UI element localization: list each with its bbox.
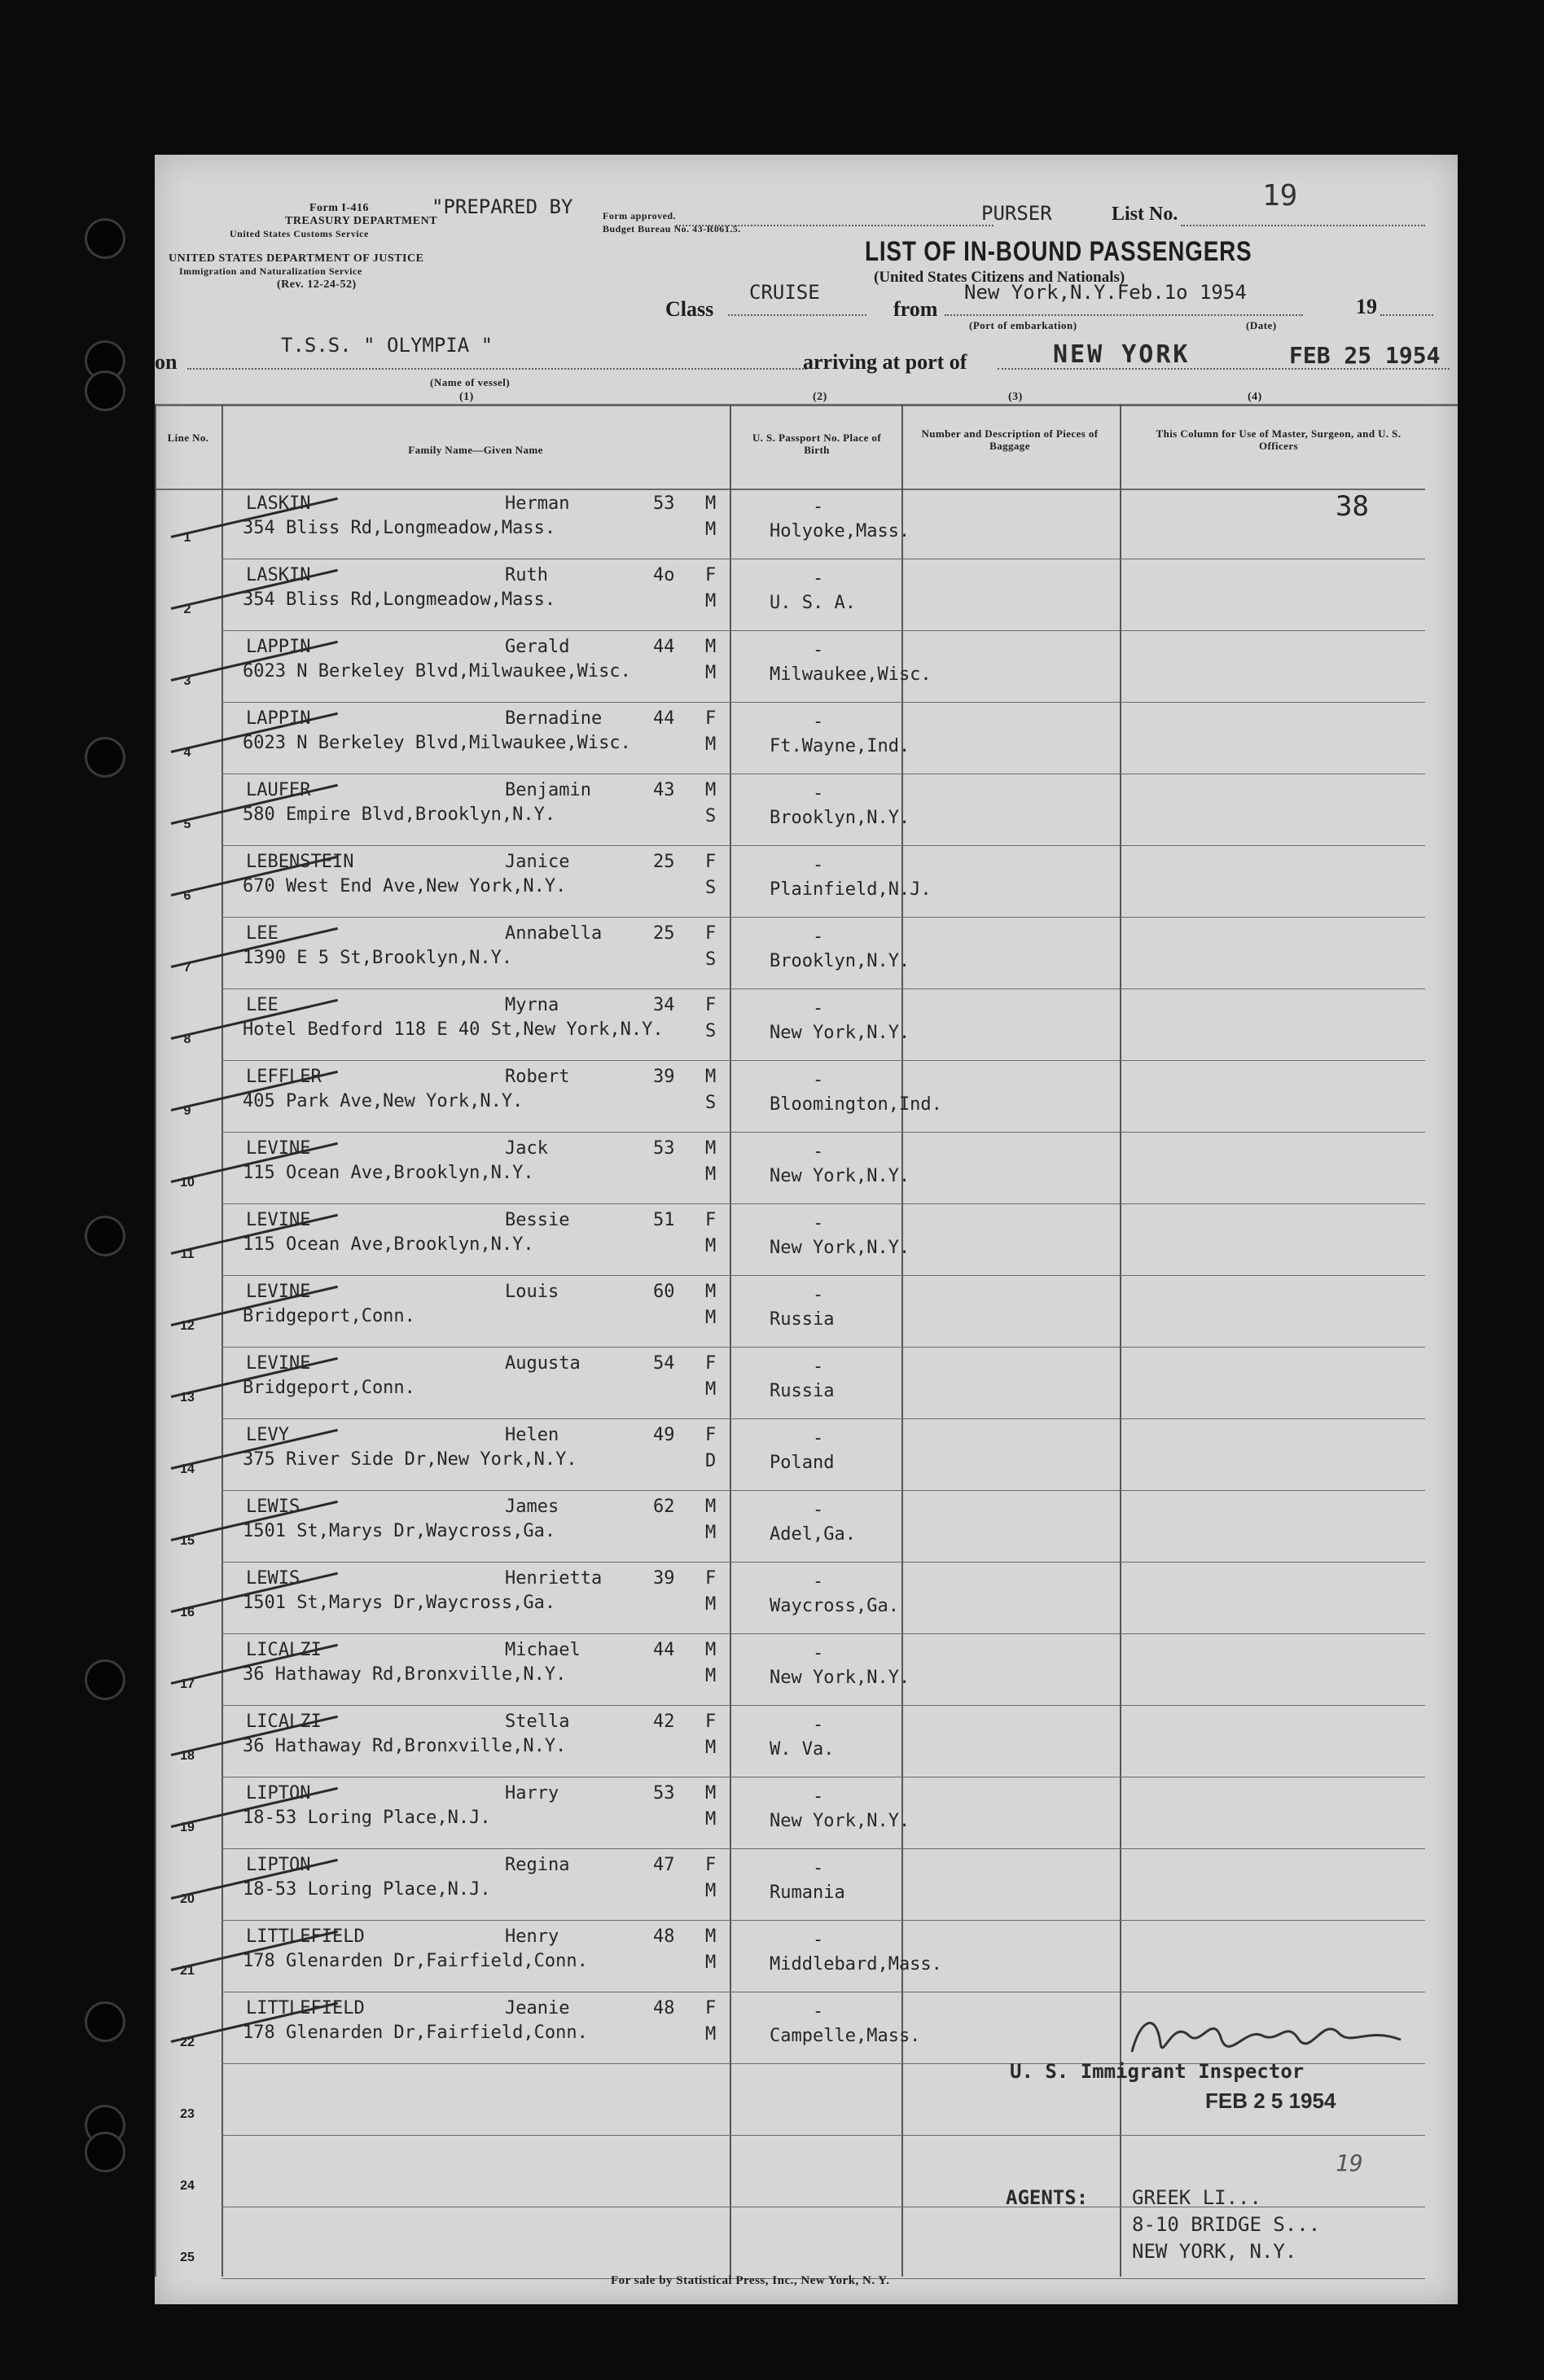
line-number: 17	[180, 1677, 195, 1691]
passport-number: -	[813, 1715, 824, 1735]
age: 62	[653, 1497, 675, 1517]
given-name: Janice	[505, 852, 570, 872]
place-of-birth: U. S. A.	[770, 593, 856, 613]
place-of-birth: Plainfield,N.J.	[770, 879, 932, 900]
line-number: 9	[183, 1104, 191, 1118]
embark-port-date: New York,N.Y.Feb.1o 1954	[964, 281, 1247, 304]
address: 375 River Side Dr,New York,N.Y.	[243, 1449, 577, 1470]
passport-number: -	[813, 783, 824, 804]
marital-status: M	[705, 1236, 717, 1256]
line-number: 3	[183, 674, 191, 688]
immigration-service: Immigration and Naturalization Service	[179, 265, 362, 277]
family-name: LEFFLER	[246, 1067, 322, 1087]
address: 6023 N Berkeley Blvd,Milwaukee,Wisc.	[243, 733, 631, 753]
line-number: 8	[183, 1032, 191, 1046]
place-of-birth: Poland	[770, 1453, 835, 1473]
binder-hole	[85, 218, 125, 259]
address: 354 Bliss Rd,Longmeadow,Mass.	[243, 590, 556, 610]
given-name: Annabella	[505, 923, 603, 944]
sex: M	[705, 1138, 717, 1159]
row-divider	[222, 2135, 1425, 2136]
sex: M	[705, 1926, 717, 1947]
age: 53	[653, 1138, 675, 1159]
table-row	[155, 632, 1458, 703]
address: Hotel Bedford 118 E 40 St,New York,N.Y.	[243, 1019, 664, 1040]
place-of-birth: W. Va.	[770, 1739, 835, 1760]
marital-status: S	[705, 949, 717, 970]
place-of-birth: Holyoke,Mass.	[770, 521, 910, 541]
address: 178 Glenarden Dr,Fairfield,Conn.	[243, 1951, 588, 1971]
address: 115 Ocean Ave,Brooklyn,N.Y.	[243, 1234, 534, 1255]
passport-number: -	[813, 1142, 824, 1162]
place-of-birth: Ft.Wayne,Ind.	[770, 736, 910, 756]
sex: F	[705, 1210, 717, 1230]
marital-status: M	[705, 591, 717, 611]
officer-count-note: 38	[1336, 490, 1369, 523]
family-name: LEBENSTEIN	[246, 852, 354, 872]
footer-printer: For sale by Statistical Press, Inc., New York, N. Y.	[611, 2274, 890, 2287]
given-name: Gerald	[505, 637, 570, 657]
column-header-passport: U. S. Passport No. Place of Birth	[752, 432, 882, 456]
row-divider	[222, 630, 1425, 631]
given-name: Michael	[505, 1640, 581, 1660]
family-name: LEE	[246, 923, 279, 944]
address: 354 Bliss Rd,Longmeadow,Mass.	[243, 518, 556, 538]
on-label: on	[155, 350, 178, 374]
sex: M	[705, 1497, 717, 1517]
from-label: from	[893, 297, 938, 321]
table-row	[155, 1778, 1458, 1850]
row-divider	[222, 1562, 1425, 1563]
age: 39	[653, 1067, 675, 1087]
family-name: LASKIN	[246, 565, 311, 585]
agents-line-1: GREEK LI...	[1132, 2186, 1261, 2209]
vessel-caption: (Name of vessel)	[430, 376, 511, 388]
binder-hole	[85, 1659, 125, 1700]
age: 54	[653, 1353, 675, 1374]
age: 34	[653, 995, 675, 1015]
place-of-birth: Russia	[770, 1309, 835, 1330]
line-number: 14	[180, 1462, 195, 1476]
address: Bridgeport,Conn.	[243, 1378, 415, 1398]
sex: M	[705, 1783, 717, 1804]
line-number: 22	[180, 2036, 195, 2049]
table-row	[155, 703, 1458, 775]
column-number: (3)	[1008, 391, 1023, 403]
marital-status: S	[705, 878, 717, 898]
sex: F	[705, 1353, 717, 1374]
place-of-birth: Middlebard,Mass.	[770, 1954, 942, 1975]
line-number: 24	[180, 2179, 195, 2193]
address: 670 West End Ave,New York,N.Y.	[243, 876, 567, 896]
table-row	[155, 918, 1458, 990]
given-name: Herman	[505, 493, 570, 514]
row-divider	[222, 917, 1425, 918]
line-number: 4	[183, 746, 191, 760]
list-no-label: List No.	[1112, 204, 1178, 225]
row-divider	[222, 988, 1425, 989]
line-number: 7	[183, 961, 191, 975]
row-divider	[222, 1275, 1425, 1276]
inspector-date-stamp: FEB 2 5 1954	[1205, 2089, 1336, 2113]
family-name: LITTLEFIELD	[246, 1998, 365, 2018]
table-row	[155, 2137, 1458, 2208]
age: 39	[653, 1568, 675, 1589]
table-row	[155, 1205, 1458, 1277]
inspector-label: U. S. Immigrant Inspector	[1010, 2060, 1305, 2083]
given-name: Robert	[505, 1067, 570, 1087]
marital-status: M	[705, 663, 717, 683]
given-name: Bessie	[505, 1210, 570, 1230]
marital-status: S	[705, 1021, 717, 1041]
marital-status: D	[705, 1451, 717, 1471]
place-of-birth: New York,N.Y.	[770, 1811, 910, 1831]
marital-status: M	[705, 1594, 717, 1615]
given-name: Bernadine	[505, 708, 603, 729]
family-name: LICALZI	[246, 1640, 322, 1660]
age: 60	[653, 1282, 675, 1302]
marital-status: M	[705, 519, 717, 540]
age: 25	[653, 852, 675, 872]
year-label: 19	[1356, 295, 1377, 318]
age: 42	[653, 1712, 675, 1732]
table-row	[155, 1707, 1458, 1778]
sex: F	[705, 708, 717, 729]
row-divider	[222, 1203, 1425, 1204]
sex: M	[705, 637, 717, 657]
page-mark: 19	[1336, 2150, 1363, 2176]
row-divider	[222, 1490, 1425, 1491]
line-number: 15	[180, 1534, 195, 1548]
given-name: Henrietta	[505, 1568, 603, 1589]
given-name: Henry	[505, 1926, 559, 1947]
binder-hole	[85, 370, 125, 411]
line-number: 12	[180, 1319, 195, 1333]
given-name: Harry	[505, 1783, 559, 1804]
row-divider	[222, 1060, 1425, 1061]
address: 405 Park Ave,New York,N.Y.	[243, 1091, 524, 1111]
age: 48	[653, 1926, 675, 1947]
passport-number: -	[813, 1357, 824, 1377]
sex: F	[705, 852, 717, 872]
column-header-officers: This Column for Use of Master, Surgeon, and U. S. Officers	[1156, 427, 1401, 452]
line-number: 20	[180, 1892, 195, 1906]
table-row	[155, 1922, 1458, 1993]
table-row	[155, 1563, 1458, 1635]
address: 1501 St,Marys Dr,Waycross,Ga.	[243, 1521, 556, 1541]
class-value: CRUISE	[749, 281, 820, 304]
sex: F	[705, 565, 717, 585]
agents-line-2: 8-10 BRIDGE S...	[1132, 2213, 1321, 2236]
sex: M	[705, 1067, 717, 1087]
table-row	[155, 1635, 1458, 1707]
column-number: (1)	[459, 391, 474, 403]
place-of-birth: Waycross,Ga.	[770, 1596, 899, 1616]
family-name: LEVINE	[246, 1353, 311, 1374]
passport-number: -	[813, 1643, 824, 1663]
line-number: 19	[180, 1821, 195, 1834]
port-embark-caption: (Port of embarkation)	[969, 319, 1077, 331]
row-divider	[222, 845, 1425, 846]
passport-number: -	[813, 1428, 824, 1449]
marital-status: M	[705, 1953, 717, 1973]
family-name: LEVY	[246, 1425, 289, 1445]
column-header-name: Family Name—Given Name	[408, 444, 543, 456]
place-of-birth: New York,N.Y.	[770, 1023, 910, 1043]
passport-number: -	[813, 712, 824, 732]
family-name: LEVINE	[246, 1282, 311, 1302]
address: 6023 N Berkeley Blvd,Milwaukee,Wisc.	[243, 661, 631, 682]
marital-status: M	[705, 1523, 717, 1543]
table-row	[155, 1133, 1458, 1205]
line-number: 1	[183, 531, 191, 545]
sex: F	[705, 1855, 717, 1875]
column-number: (2)	[813, 391, 827, 403]
sex: F	[705, 1998, 717, 2018]
line-number: 23	[180, 2107, 195, 2121]
table-row	[155, 990, 1458, 1062]
passport-number: -	[813, 1930, 824, 1950]
table-row	[155, 775, 1458, 847]
row-divider	[222, 1418, 1425, 1419]
inspector-signature	[1124, 2003, 1417, 2068]
sex: F	[705, 1568, 717, 1589]
form-approved: Form approved.	[603, 210, 677, 221]
family-name: LAPPIN	[246, 708, 311, 729]
place-of-birth: New York,N.Y.	[770, 1668, 910, 1688]
address: 18-53 Loring Place,N.J.	[243, 1879, 491, 1900]
given-name: Benjamin	[505, 780, 591, 800]
age: 43	[653, 780, 675, 800]
customs-service: United States Customs Service	[230, 228, 369, 239]
agents-label: AGENTS:	[1006, 2186, 1089, 2209]
marital-status: S	[705, 1093, 717, 1113]
page-title: LIST OF IN-BOUND PASSENGERS	[865, 236, 1252, 267]
line-number: 6	[183, 889, 191, 903]
given-name: Stella	[505, 1712, 570, 1732]
address: 115 Ocean Ave,Brooklyn,N.Y.	[243, 1163, 534, 1183]
column-header-line-no: Line No.	[167, 432, 209, 444]
given-name: Helen	[505, 1425, 559, 1445]
manifest-sheet	[155, 155, 1458, 2304]
marital-status: M	[705, 1666, 717, 1686]
page-subtitle: (United States Citizens and Nationals)	[874, 269, 1125, 286]
line-number: 2	[183, 603, 191, 616]
passport-number: -	[813, 927, 824, 947]
given-name: Jack	[505, 1138, 548, 1159]
row-divider	[222, 1347, 1425, 1348]
vessel-name: T.S.S. " OLYMPIA "	[281, 334, 493, 357]
passport-number: -	[813, 1571, 824, 1592]
table-row	[155, 1277, 1458, 1348]
age: 44	[653, 708, 675, 729]
place-of-birth: New York,N.Y.	[770, 1238, 910, 1258]
age: 47	[653, 1855, 675, 1875]
marital-status: M	[705, 1379, 717, 1400]
family-name: LICALZI	[246, 1712, 322, 1732]
sex: M	[705, 780, 717, 800]
sex: F	[705, 1712, 717, 1732]
family-name: LIPTON	[246, 1783, 311, 1804]
line-number: 10	[180, 1176, 195, 1190]
address: 18-53 Loring Place,N.J.	[243, 1808, 491, 1828]
address: Bridgeport,Conn.	[243, 1306, 415, 1326]
column-number: (4)	[1248, 391, 1262, 403]
form-number: Form I-416	[309, 202, 370, 214]
passport-number: -	[813, 1213, 824, 1234]
marital-status: M	[705, 1809, 717, 1830]
prepared-by: "PREPARED BY	[432, 195, 573, 218]
binder-hole	[85, 737, 125, 778]
passport-number: -	[813, 855, 824, 875]
table-row	[155, 560, 1458, 632]
marital-status: M	[705, 734, 717, 755]
place-of-birth: Bloomington,Ind.	[770, 1094, 942, 1115]
sex: F	[705, 923, 717, 944]
family-name: LIPTON	[246, 1855, 311, 1875]
sex: F	[705, 1425, 717, 1445]
address: 1390 E 5 St,Brooklyn,N.Y.	[243, 948, 513, 968]
given-name: Louis	[505, 1282, 559, 1302]
line-number: 5	[183, 817, 191, 831]
line-number: 11	[180, 1247, 195, 1261]
place-of-birth: Campelle,Mass.	[770, 2026, 921, 2046]
place-of-birth: Adel,Ga.	[770, 1524, 856, 1545]
address: 36 Hathaway Rd,Bronxville,N.Y.	[243, 1664, 567, 1685]
family-name: LEE	[246, 995, 279, 1015]
purser: PURSER	[981, 202, 1052, 225]
passport-number: -	[813, 568, 824, 589]
row-divider	[222, 1633, 1425, 1634]
class-label: Class	[665, 297, 714, 321]
passport-number: -	[813, 640, 824, 660]
passport-number: -	[813, 1285, 824, 1305]
family-name: LEVINE	[246, 1210, 311, 1230]
place-of-birth: Milwaukee,Wisc.	[770, 664, 932, 685]
passport-number: -	[813, 1070, 824, 1090]
arrival-port: NEW YORK	[1053, 340, 1191, 369]
agents-line-3: NEW YORK, N.Y.	[1132, 2240, 1297, 2263]
age: 4o	[653, 565, 675, 585]
sex: M	[705, 1282, 717, 1302]
table-row	[155, 1850, 1458, 1922]
budget-bureau: Budget Bureau No. 43-R061.5.	[603, 223, 741, 234]
given-name: Augusta	[505, 1353, 581, 1374]
marital-status: M	[705, 1308, 717, 1328]
given-name: Ruth	[505, 565, 548, 585]
place-of-birth: Brooklyn,N.Y.	[770, 951, 910, 971]
age: 44	[653, 637, 675, 657]
age: 48	[653, 1998, 675, 2018]
sex: M	[705, 493, 717, 514]
row-divider	[222, 702, 1425, 703]
age: 44	[653, 1640, 675, 1660]
marital-status: M	[705, 1738, 717, 1758]
table-row	[155, 847, 1458, 918]
family-name: LASKIN	[246, 493, 311, 514]
table-row	[155, 1062, 1458, 1133]
address: 1501 St,Marys Dr,Waycross,Ga.	[243, 1593, 556, 1613]
given-name: James	[505, 1497, 559, 1517]
address: 36 Hathaway Rd,Bronxville,N.Y.	[243, 1736, 567, 1756]
row-divider	[222, 1132, 1425, 1133]
age: 51	[653, 1210, 675, 1230]
table-row	[155, 489, 1458, 560]
marital-status: S	[705, 806, 717, 826]
address: 178 Glenarden Dr,Fairfield,Conn.	[243, 2023, 588, 2043]
given-name: Jeanie	[505, 1998, 570, 2018]
family-name: LEWIS	[246, 1568, 300, 1589]
justice-department: UNITED STATES DEPARTMENT OF JUSTICE	[169, 252, 424, 265]
family-name: LITTLEFIELD	[246, 1926, 365, 1947]
age: 53	[653, 1783, 675, 1804]
age: 25	[653, 923, 675, 944]
binder-hole	[85, 2132, 125, 2172]
place-of-birth: Russia	[770, 1381, 835, 1401]
list-number: 19	[1262, 179, 1298, 213]
column-header-baggage: Number and Description of Pieces of Baggage	[921, 427, 1099, 452]
treasury-department: TREASURY DEPARTMENT	[285, 215, 438, 227]
passport-number: -	[813, 1500, 824, 1520]
arrival-date: FEB 25 1954	[1289, 342, 1441, 369]
family-name: LEVINE	[246, 1138, 311, 1159]
passport-number: -	[813, 497, 824, 517]
given-name: Regina	[505, 1855, 570, 1875]
row-divider	[222, 1848, 1425, 1849]
table-row	[155, 1492, 1458, 1563]
line-number: 21	[180, 1964, 195, 1978]
passport-number: -	[813, 1786, 824, 1807]
line-number: 25	[180, 2251, 195, 2264]
place-of-birth: Brooklyn,N.Y.	[770, 808, 910, 828]
table-row	[155, 1420, 1458, 1492]
binder-hole	[85, 1216, 125, 1256]
sex: F	[705, 995, 717, 1015]
family-name: LEWIS	[246, 1497, 300, 1517]
revision: (Rev. 12-24-52)	[277, 278, 357, 291]
family-name: LAPPIN	[246, 637, 311, 657]
passport-number: -	[813, 2001, 824, 2022]
line-number: 16	[180, 1606, 195, 1620]
sex: M	[705, 1640, 717, 1660]
row-divider	[222, 1920, 1425, 1921]
marital-status: M	[705, 1164, 717, 1185]
arriving-label: arriving at port of	[803, 350, 967, 374]
marital-status: M	[705, 1881, 717, 1901]
line-number: 18	[180, 1749, 195, 1763]
given-name: Myrna	[505, 995, 559, 1015]
table-row	[155, 1348, 1458, 1420]
line-number: 13	[180, 1391, 195, 1405]
passport-number: -	[813, 1858, 824, 1878]
row-divider	[222, 1705, 1425, 1706]
place-of-birth: New York,N.Y.	[770, 1166, 910, 1186]
passport-number: -	[813, 998, 824, 1019]
address: 580 Empire Blvd,Brooklyn,N.Y.	[243, 804, 556, 825]
binder-hole	[85, 2001, 125, 2042]
marital-status: M	[705, 2024, 717, 2045]
family-name: LAUFER	[246, 780, 311, 800]
place-of-birth: Rumania	[770, 1883, 845, 1903]
age: 53	[653, 493, 675, 514]
age: 49	[653, 1425, 675, 1445]
date-caption: (Date)	[1246, 319, 1277, 331]
